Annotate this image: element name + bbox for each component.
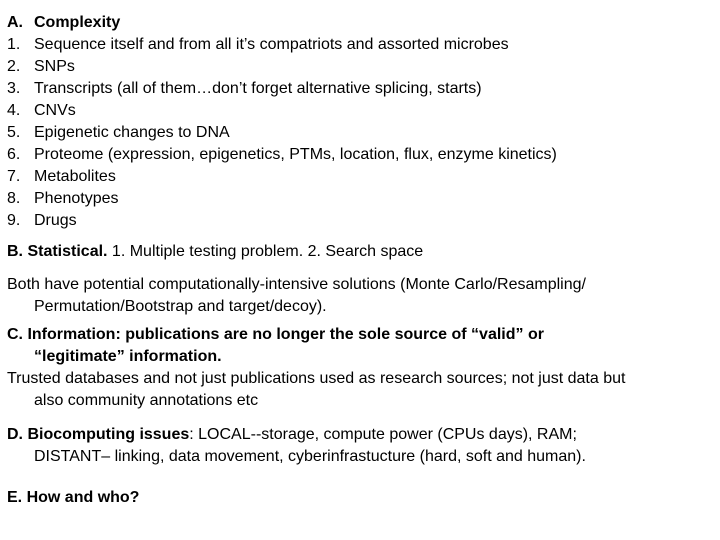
list-item-number: 3. (7, 80, 21, 97)
section-a-marker: A. (7, 14, 23, 31)
list-item (7, 34, 713, 56)
section-statistical (7, 241, 713, 263)
list-item-text: SNPs (34, 58, 75, 75)
section-c-para-line2: also community annotations etc (34, 392, 259, 409)
list-item-number: 9. (7, 212, 21, 229)
list-item-number: 1. (7, 36, 21, 53)
list-item (7, 144, 713, 166)
section-biocomputing (7, 424, 713, 468)
list-item-number: 2. (7, 58, 21, 75)
section-d-line2: DISTANT– linking, data movement, cyberinfrastucture (hard, soft and human). (34, 448, 586, 465)
list-item (7, 56, 713, 78)
list-item (7, 100, 713, 122)
section-b-marker: B. (7, 243, 23, 260)
list-item-number: 7. (7, 168, 21, 185)
list-item-number: 8. (7, 190, 21, 207)
list-item-text: Phenotypes (34, 190, 119, 207)
section-c-marker: C. (7, 326, 23, 343)
list-item-text: Drugs (34, 212, 77, 229)
list-item-text: Sequence itself and from all it’s compatriots and assorted microbes (34, 36, 509, 53)
section-e-title: How and who? (26, 489, 140, 506)
section-b-para-line1: Both have potential computationally-intensive solutions (Monte Carlo/Resampling/ (7, 276, 586, 293)
section-b-text: 1. Multiple testing problem. 2. Search space (107, 243, 424, 260)
section-information (7, 324, 713, 412)
list-item-text: Epigenetic changes to DNA (34, 124, 230, 141)
list-item-number: 5. (7, 124, 21, 141)
section-b-heading (7, 241, 713, 263)
section-d-marker: D. (7, 426, 23, 443)
list-item-text: Metabolites (34, 168, 116, 185)
list-item (7, 166, 713, 188)
section-complexity (7, 12, 713, 232)
list-item-number: 6. (7, 146, 21, 163)
list-item-number: 4. (7, 102, 21, 119)
section-c-heading-line1 (7, 324, 713, 346)
section-e-marker: E. (7, 489, 23, 506)
list-item (7, 188, 713, 210)
list-item (7, 78, 713, 100)
section-c-title-line1: Information: publications are no longer the sole source of “valid” or (27, 326, 544, 343)
list-item-text: Proteome (expression, epigenetics, PTMs, location, flux, enzyme kinetics) (34, 146, 557, 163)
section-a-heading (7, 12, 713, 34)
list-item (7, 122, 713, 144)
section-d-text: : LOCAL--storage, compute power (CPUs days), RAM; (189, 426, 577, 443)
section-c-para-line1: Trusted databases and not just publications used as research sources; not just data but (7, 370, 626, 387)
list-item-text: CNVs (34, 102, 76, 119)
section-b-para-line2: Permutation/Bootstrap and target/decoy). (34, 298, 327, 315)
section-d-title: Biocomputing issues (27, 426, 190, 443)
section-b-title: Statistical. (27, 243, 108, 260)
section-d-line1 (7, 424, 713, 446)
section-b-paragraph (7, 274, 713, 318)
section-a-title: Complexity (34, 14, 121, 31)
section-how-and-who (7, 487, 713, 509)
list-item-text: Transcripts (all of them…don’t forget alternative splicing, starts) (34, 80, 482, 97)
list-item (7, 210, 713, 232)
section-e-heading (7, 487, 713, 509)
section-c-title-line2: “legitimate” information. (34, 348, 222, 365)
